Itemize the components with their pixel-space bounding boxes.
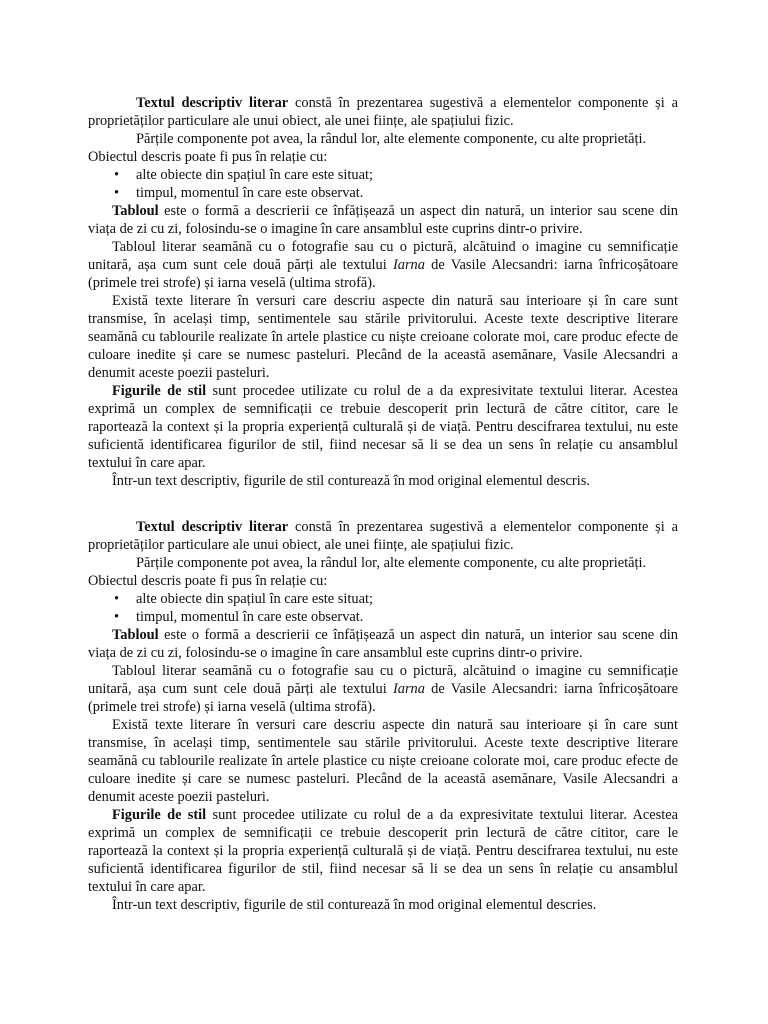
term-bold: Tabloul [112, 627, 159, 643]
paragraph-text: Tabloul literar seamănă cu o fotografie sau cu o pictură, alcătuind o imagine cu semnificație unitară, așa cum sunt cele două părți ale textului [88, 663, 678, 697]
paragraph-text: constă în prezentarea sugestivă a elementelor componente și a proprietăților particulare ale unui obiect, ale unei ființe, ale spațiului fizic. [88, 519, 678, 553]
paragraph-components: Părțile componente pot avea, la rândul lor, alte elemente componente, cu alte proprietăți. [136, 555, 647, 571]
paragraph-tablou-literar [88, 662, 678, 716]
work-title: Iarna [392, 681, 425, 697]
paragraph-figuri [88, 806, 678, 896]
paragraph-text: constă în prezentarea sugestivă a elementelor componente și a proprietăților particulare ale unui obiect, ale unei ființe, ale spațiului fizic. [88, 95, 678, 129]
bullet-icon: • [114, 609, 120, 625]
paragraph-figuri [88, 382, 678, 472]
paragraph-conclusion: Într-un text descriptiv, figurile de stil conturează în mod original elementul descries. [112, 897, 597, 913]
paragraph-text: de Vasile Alecsandri: iarna înfricoșătoare (primele trei strofe) și iarna veselă (ultima strofă). [88, 257, 678, 291]
paragraph-relation: Obiectul descris poate fi pus în relație cu: [88, 149, 328, 165]
list-item [88, 184, 678, 202]
text-block-2 [88, 518, 678, 914]
bullet-icon: • [114, 185, 120, 201]
paragraph-text: Tabloul literar seamănă cu o fotografie sau cu o pictură, alcătuind o imagine cu semnificație unitară, așa cum sunt cele două părți ale textului [88, 239, 678, 273]
list-item [88, 166, 678, 184]
term-bold: Textul descriptiv literar [136, 95, 289, 111]
paragraph-definition [88, 518, 678, 554]
list-item [88, 608, 678, 626]
paragraph-text: de Vasile Alecsandri: iarna înfricoșătoare (primele trei strofe) și iarna veselă (ultima strofă). [88, 681, 678, 715]
paragraph-pasteluri: Există texte literare în versuri care descriu aspecte din natură sau interioare și în care sunt transmise, în același timp, sentimentele sau stările privitorului. Aceste texte descriptive literare seamănă cu tablourile realizate în artele plastice cu niște creioane colorate moi, care produc efecte de culoare inedite și care se numesc pasteluri. Plecând de la această asemănare, Vasile Alecsandri a denumit aceste poezii pasteluri. [88, 717, 678, 805]
paragraph-text: sunt procedee utilizate cu rolul de a da expresivitate textului literar. Acestea exprimă un complex de semnificații ce trebuie descoperit prin lectură de către cititor, care le raportează la context și la propria experiență culturală și de viață. Pentru descifrarea textului, nu este suficientă identificarea figurilor de stil, fiind necesar să li se dea un sens în relație cu ansamblul textului în care apar. [88, 807, 679, 895]
work-title: Iarna [392, 257, 425, 273]
paragraph-tablou-literar [88, 238, 678, 292]
paragraph-text: este o formă a descrierii ce înfățișează un aspect din natură, un interior sau scene din viața de zi cu zi, folosindu-se o imagine în care ansamblul este cuprins dintr-o privire. [88, 203, 678, 237]
paragraph-pasteluri: Există texte literare în versuri care descriu aspecte din natură sau interioare și în care sunt transmise, în același timp, sentimentele sau stările privitorului. Aceste texte descriptive literare seamănă cu tablourile realizate în artele plastice cu niște creioane colorate moi, care produc efecte de culoare inedite și care se numesc pasteluri. Plecând de la această asemănare, Vasile Alecsandri a denumit aceste poezii pasteluri. [88, 293, 678, 381]
list-item-text: timpul, momentul în care este observat. [136, 185, 364, 201]
term-bold: Tabloul [112, 203, 159, 219]
document-page [88, 94, 678, 914]
term-bold: Textul descriptiv literar [136, 519, 289, 535]
paragraph-text: sunt procedee utilizate cu rolul de a da expresivitate textului literar. Acestea exprimă un complex de semnificații ce trebuie descoperit prin lectură de către cititor, care le raportează la context și la propria experiență culturală și de viață. Pentru descifrarea textului, nu este suficientă identificarea figurilor de stil, fiind necesar să li se dea un sens în relație cu ansamblul textului în care apar. [88, 383, 679, 471]
list-item [88, 590, 678, 608]
paragraph-conclusion: Într-un text descriptiv, figurile de stil conturează în mod original elementul descris. [112, 473, 590, 489]
list-item-text: alte obiecte din spațiul în care este situat; [136, 591, 373, 607]
paragraph-components: Părțile componente pot avea, la rândul lor, alte elemente componente, cu alte proprietăți. [136, 131, 647, 147]
paragraph-tabloul [88, 202, 678, 238]
term-bold: Figurile de stil [112, 807, 207, 823]
paragraph-tabloul [88, 626, 678, 662]
paragraph-relation: Obiectul descris poate fi pus în relație cu: [88, 573, 328, 589]
bullet-list [88, 590, 678, 626]
paragraph-definition [88, 94, 678, 130]
list-item-text: timpul, momentul în care este observat. [136, 609, 364, 625]
paragraph-text: este o formă a descrierii ce înfățișează un aspect din natură, un interior sau scene din viața de zi cu zi, folosindu-se o imagine în care ansamblul este cuprins dintr-o privire. [88, 627, 678, 661]
bullet-icon: • [114, 591, 120, 607]
term-bold: Figurile de stil [112, 383, 207, 399]
bullet-icon: • [114, 167, 120, 183]
bullet-list [88, 166, 678, 202]
list-item-text: alte obiecte din spațiul în care este situat; [136, 167, 373, 183]
text-block-1 [88, 94, 678, 490]
